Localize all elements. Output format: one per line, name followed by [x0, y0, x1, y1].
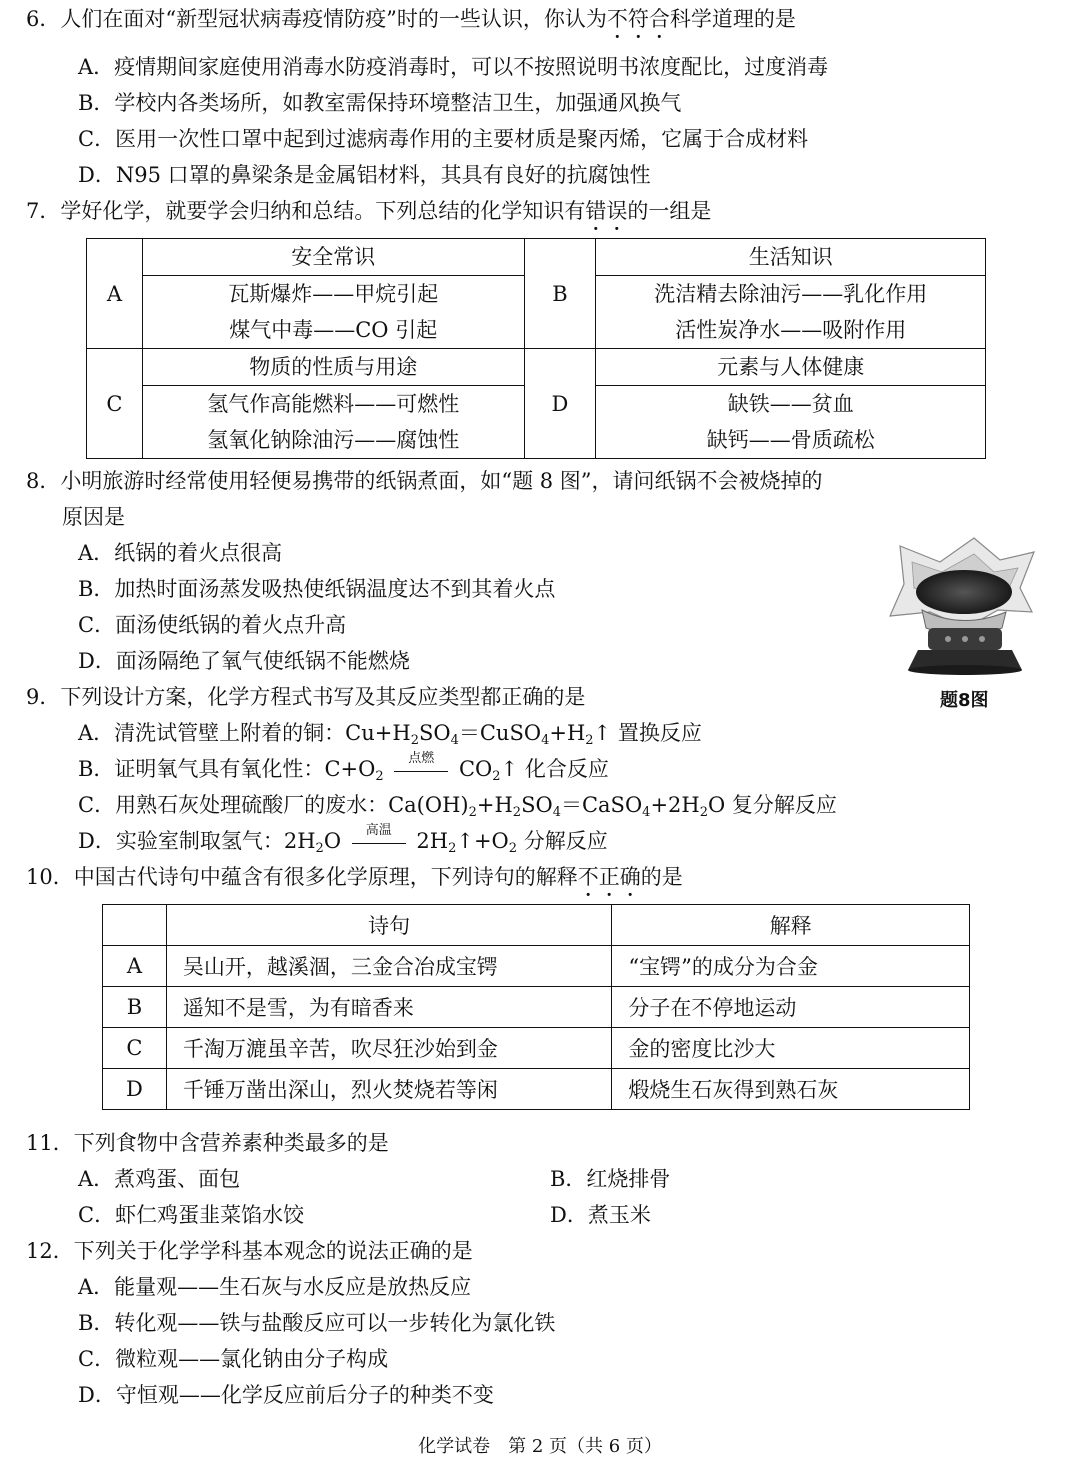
q7-heading-c: 物质的性质与用途 [142, 349, 524, 386]
q7-letter-d: D [524, 349, 596, 459]
q8-stem: 8．小明旅游时经常使用轻便易携带的纸锅煮面，如“题 8 图”，请问纸锅不会被烧掉的 [26, 469, 823, 493]
q8-stem-cont: 原因是 [62, 505, 125, 529]
q7-letter-b: B [524, 239, 596, 349]
q11-option-d: D．煮玉米 [550, 1203, 651, 1227]
q11-option-a: A．煮鸡蛋、面包 [78, 1167, 241, 1191]
q9-option-d: D．实验室制取氢气：$2H_2O$ 高温 $2H_2↑+O_2$ 分解反应 [78, 823, 608, 856]
q9-option-a: A．清洗试管壁上附着的铜：$Cu+H_2SO_4=CuSO_4+H_2↑$ 置换反应 [78, 721, 702, 748]
q7-content-a: 瓦斯爆炸——甲烷引起 煤气中毒——CO 引起 [142, 276, 524, 349]
q10-table [102, 904, 970, 1110]
page-footer: 化学试卷 第 2 页（共 6 页） [418, 1436, 662, 1457]
q7-heading-a: 安全常识 [142, 239, 524, 276]
q11-option-b: B．红烧排骨 [550, 1167, 671, 1191]
q7-letter-c: C [87, 349, 143, 459]
q9-option-c: C．用熟石灰处理硫酸厂的废水：$Ca(OH)_2+H_2SO_4=CaSO_4+2H_2O$ 复分解反应 [78, 793, 837, 820]
q12-option-b: B．转化观——铁与盐酸反应可以一步转化为氯化铁 [78, 1311, 556, 1335]
q12-stem: 12．下列关于化学学科基本观念的说法正确的是 [26, 1239, 473, 1263]
q7-heading-b: 生活知识 [596, 239, 986, 276]
q6-option-a: A．疫情期间家庭使用消毒水防疫消毒时，可以不按照说明书浓度配比，过度消毒 [78, 55, 829, 79]
q6-option-c: C．医用一次性口罩中起到过滤病毒作用的主要材质是聚丙烯，它属于合成材料 [78, 127, 809, 151]
q7-stem: 7．学好化学，就要学会归纳和总结。下列总结的化学知识有错误的一组是 [26, 199, 712, 223]
table-row: D 千锤万凿出深山，烈火焚烧若等闲 煅烧生石灰得到熟石灰 [103, 1069, 970, 1110]
q12-option-c: C．微粒观——氯化钠由分子构成 [78, 1347, 389, 1371]
q8-option-d: D．面汤隔绝了氧气使纸锅不能燃烧 [78, 649, 410, 673]
q10-header-row [103, 905, 970, 946]
q6-option-b: B．学校内各类场所，如教室需保持环境整洁卫生，加强通风换气 [78, 91, 682, 115]
q7-heading-d: 元素与人体健康 [596, 349, 986, 386]
condition-ignite: 点燃 [390, 754, 452, 784]
q6-stem: 6．人们在面对“新型冠状病毒疫情防疫”时的一些认识，你认为不符合科学道理的是 [26, 7, 796, 31]
table-row: C 千淘万漉虽辛苦，吹尽狂沙始到金 金的密度比沙大 [103, 1028, 970, 1069]
q8-figure-caption: 题8图 [940, 690, 989, 711]
q12-option-d: D．守恒观——化学反应前后分子的种类不变 [78, 1383, 494, 1407]
q8-option-c: C．面汤使纸锅的着火点升高 [78, 613, 347, 637]
q10-header-poem: 诗句 [166, 905, 611, 946]
q6-option-d: D．N95 口罩的鼻梁条是金属铝材料，其具有良好的抗腐蚀性 [78, 163, 651, 187]
q9-option-b: B．证明氧气具有氧化性：$C+O_2$ 点燃 $CO_2↑$ 化合反应 [78, 751, 609, 784]
q10-header-explain: 解释 [612, 905, 970, 946]
q7-content-d: 缺铁——贫血 缺钙——骨质疏松 [596, 386, 986, 459]
q8-option-a: A．纸锅的着火点很高 [78, 541, 283, 565]
q11-option-c: C．虾仁鸡蛋韭菜馅水饺 [78, 1203, 305, 1227]
table-row: A 吴山开，越溪涸，三金合冶成宝锷 “宝锷”的成分为合金 [103, 946, 970, 987]
table-row: B 遥知不是雪，为有暗香来 分子在不停地运动 [103, 987, 970, 1028]
q8-option-b: B．加热时面汤蒸发吸热使纸锅温度达不到其着火点 [78, 577, 556, 601]
q7-content-b: 洗洁精去除油污——乳化作用 活性炭净水——吸附作用 [596, 276, 986, 349]
q12-option-a: A．能量观——生石灰与水反应是放热反应 [78, 1275, 472, 1299]
q10-stem: 10．中国古代诗句中蕴含有很多化学原理，下列诗句的解释不正确的是 [26, 865, 683, 889]
condition-high-temp: 高温 [348, 826, 410, 856]
q7-table [86, 238, 986, 459]
q9-stem: 9．下列设计方案，化学方程式书写及其反应类型都正确的是 [26, 685, 586, 709]
q7-content-c: 氢气作高能燃料——可燃性 氢氧化钠除油污——腐蚀性 [142, 386, 524, 459]
q11-stem: 11．下列食物中含营养素种类最多的是 [26, 1131, 389, 1155]
q7-letter-a: A [87, 239, 143, 349]
paper-pot-figure [882, 532, 1038, 682]
